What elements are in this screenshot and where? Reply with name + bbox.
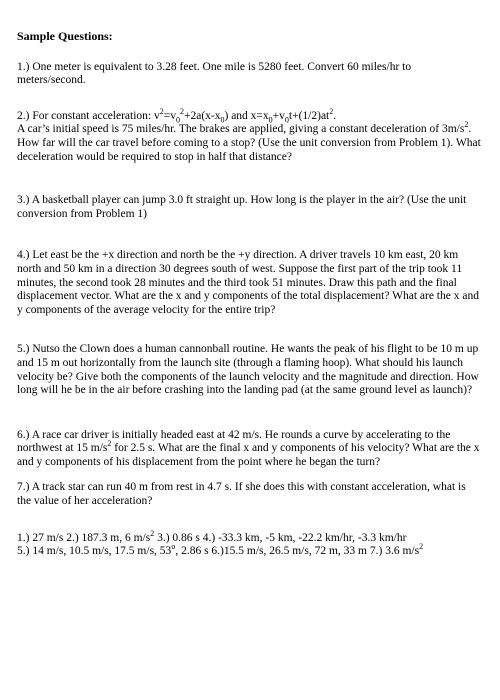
question-7: 7.) A track star can run 40 m from rest in 4.7 s. If she does this with constant acceleration, what is the value of her acceleration? [17, 481, 466, 508]
question-4: 4.) Let east be the +x direction and north be the +y direction. A driver travels 10 km east, 20 km north and 50 km in a direction 30 degrees south of west. Suppose the first part of the trip took 11 minutes, the second took 28 minutes and the third took 51 minutes. Draw this path and the final displacement vector. What are the x and y components of the total displacement? What are the x and y components of the average velocity for the entire trip? [17, 249, 479, 316]
superscript: 2 [159, 106, 164, 116]
q2-text: 2.) For constant acceleration: v [17, 109, 160, 122]
q2-text: +2a(x-x [184, 109, 221, 122]
q6-text: 6.) A race car driver is initially headed east at 42 m/s. He rounds a curve by accelerating to the northwest at 15 m/s [17, 428, 451, 455]
answer-text: 3.) 0.86 s 4.) -33.3 km, -5 km, -22.2 km/hr, -3.3 km/hr [154, 531, 407, 544]
q6-text: for 2.5 s. What are the final x and y components of his velocity? What are the x and y components of his displacement from the point where he began the turn? [17, 442, 480, 468]
answer-text: , 2.86 s 6.)15.5 m/s, 26.5 m/s, 72 m, 33 m 7.) 3.6 m/s [175, 545, 420, 558]
q2-text: +v [272, 109, 285, 122]
degree-symbol: o [171, 542, 176, 552]
superscript: 2 [180, 106, 184, 116]
q2-text: A car’s initial speed is 75 miles/hr. The brakes are applied, giving a constant deceleration of 3m/s [17, 123, 465, 136]
superscript: 2 [464, 120, 469, 130]
answer-text: 1.) 27 m/s 2.) 187.3 m, 6 m/s [17, 531, 151, 544]
subscript: 0 [176, 115, 180, 125]
superscript: 2 [150, 528, 155, 538]
q2-text: =v [163, 109, 176, 122]
superscript: 2 [107, 439, 112, 449]
answer-text: 5.) 14 m/s, 10.5 m/s, 17.5 m/s, 53 [17, 545, 172, 558]
subscript: 0 [268, 115, 273, 125]
subscript: 0 [284, 115, 289, 125]
q2-text: t+(1/2)at [288, 109, 330, 122]
answer-key [17, 528, 482, 559]
question-1: 1.) One meter is equivalent to 3.28 feet. One mile is 5280 feet. Convert 60 miles/hr to meters/second. [17, 60, 412, 87]
question-3: 3.) A basketball player can jump 3.0 ft straight up. How long is the player in the air? (Use the unit conversion from Problem 1) [17, 194, 467, 220]
q2-text: . [333, 109, 337, 122]
superscript: 2 [329, 106, 334, 116]
question-2 [17, 106, 482, 164]
q2-text: ) and x=x [224, 109, 269, 122]
q2-text: . How far will the car travel before coming to a stop? (Use the unit conversion from Problem 1). What deceleration would be required to stop in half that distance? [17, 123, 481, 163]
question-6 [17, 429, 482, 470]
superscript: 2 [419, 542, 424, 552]
question-5: 5.) Nutso the Clown does a human cannonball routine. He wants the peak of his flight to be 10 m up and 15 m out horizontally from the launch site (through a flaming hoop). What should his launch velocity be? Give both the components of the launch velocity and the magnitude and direction. How long will he be in the air before crashing into the landing pad (at the same ground level as launch)? [17, 343, 479, 397]
subscript: 0 [220, 115, 225, 125]
page-heading: Sample Questions: [17, 29, 113, 43]
